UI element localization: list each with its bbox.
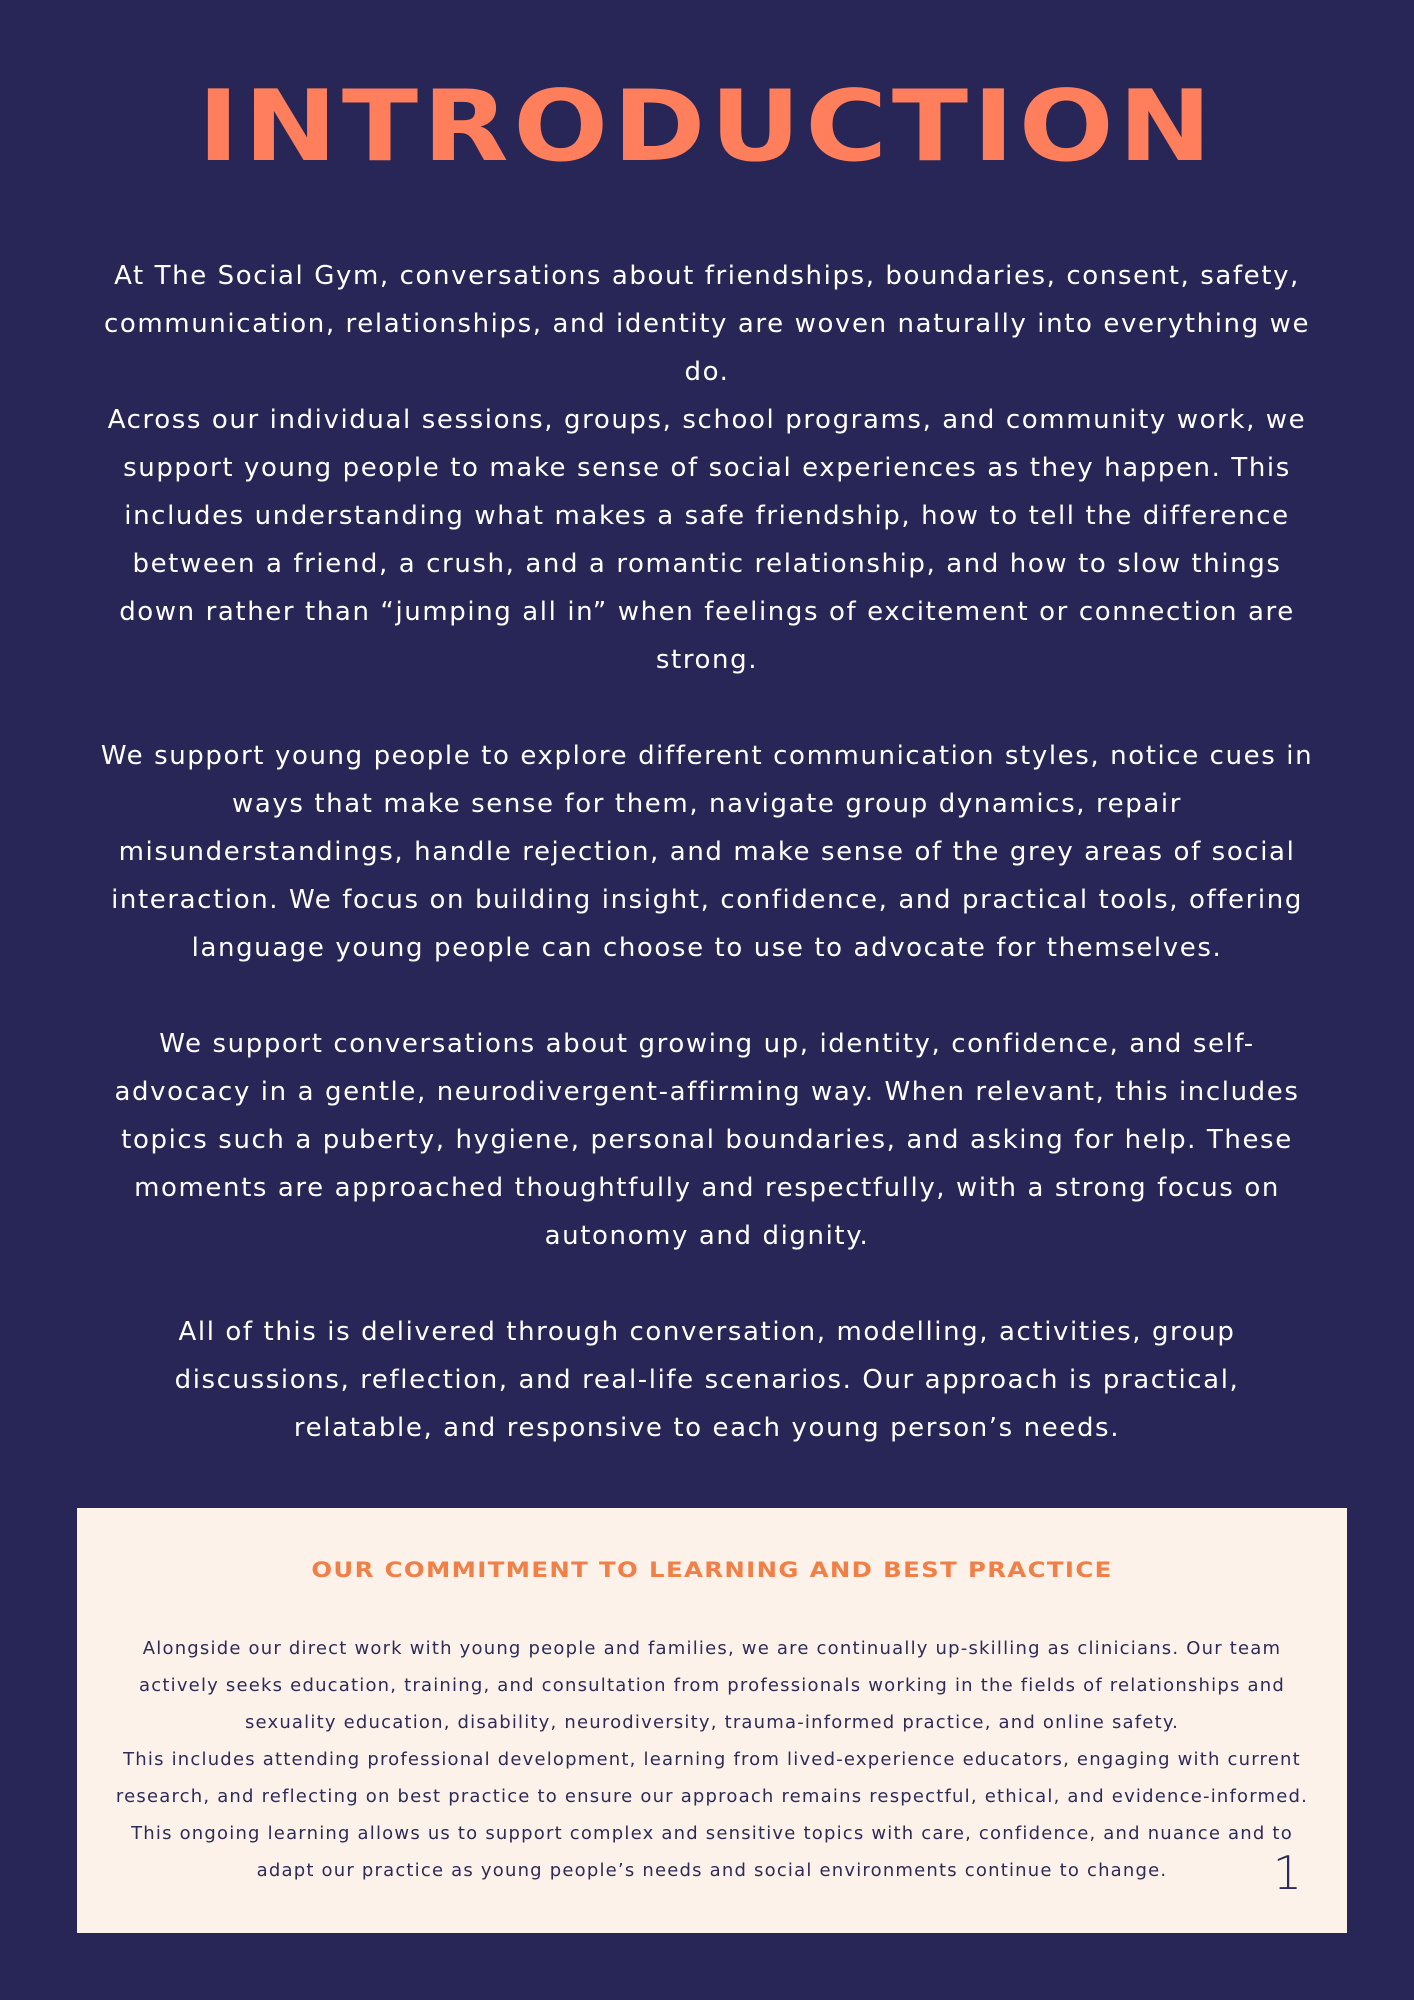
commitment-paragraph-1: Alongside our direct work with young people and families, we are continually up-skilling as clinicians. Our team actively seeks education, training, and consultation from professionals working in the fields of relationships and sexuality education, disability, neurodiversity, trauma-informed practice, and online safety. — [139, 1638, 1285, 1733]
commitment-body — [107, 1630, 1317, 1889]
page-title: INTRODUCTION — [197, 70, 1217, 184]
commitment-paragraph-2: This includes attending professional development, learning from lived-experience educators, engaging with current research, and reflecting on best practice to ensure our approach remains respectful, ethical, and evidence-informed. This ongoing learning allows us to support complex and sensitive topics with care, confidence, and nuance and to adapt our practice as young people’s needs and social environments continue to change. — [115, 1749, 1309, 1881]
intro-paragraph-2: Across our individual sessions, groups, school programs, and community work, we support young people to make sense of social experiences as they happen. This includes understanding what makes a safe friendship, how to tell the difference between a friend, a crush, and a romantic relationship, and how to slow things down rather than “jumping all in” when feelings of excitement or connection are strong. — [107, 405, 1307, 675]
intro-paragraph-4: We support conversations about growing up, identity, confidence, and self-advocacy in a gentle, neurodivergent-affirming way. When relevant, this includes topics such a puberty, hygiene, personal boundaries, and asking for help. These moments are approached thoughtfully and respectfully, with a strong focus on autonomy and dignity. — [114, 1029, 1300, 1251]
intro-paragraph-1: At The Social Gym, conversations about friendships, boundaries, consent, safety, communication, relationships, and identity are woven naturally into everything we do. — [103, 261, 1311, 387]
page-number: 1 — [1272, 1846, 1302, 1900]
intro-paragraph-3: We support young people to explore different communication styles, notice cues in ways that make sense for them, navigate group dynamics, repair misunderstandings, handle rejection, and make sense of the grey areas of social interaction. We focus on building insight, confidence, and practical tools, offering language young people can choose to use to advocate for themselves. — [100, 741, 1314, 963]
commitment-box — [77, 1508, 1347, 1933]
commitment-title: OUR COMMITMENT TO LEARNING AND BEST PRACTICE — [311, 1558, 1113, 1582]
intro-paragraph-5: All of this is delivered through conversation, modelling, activities, group discussions, reflection, and real-life scenarios. Our approach is practical, relatable, and responsive to each young person’s needs. — [174, 1317, 1240, 1443]
intro-section — [100, 252, 1314, 1452]
